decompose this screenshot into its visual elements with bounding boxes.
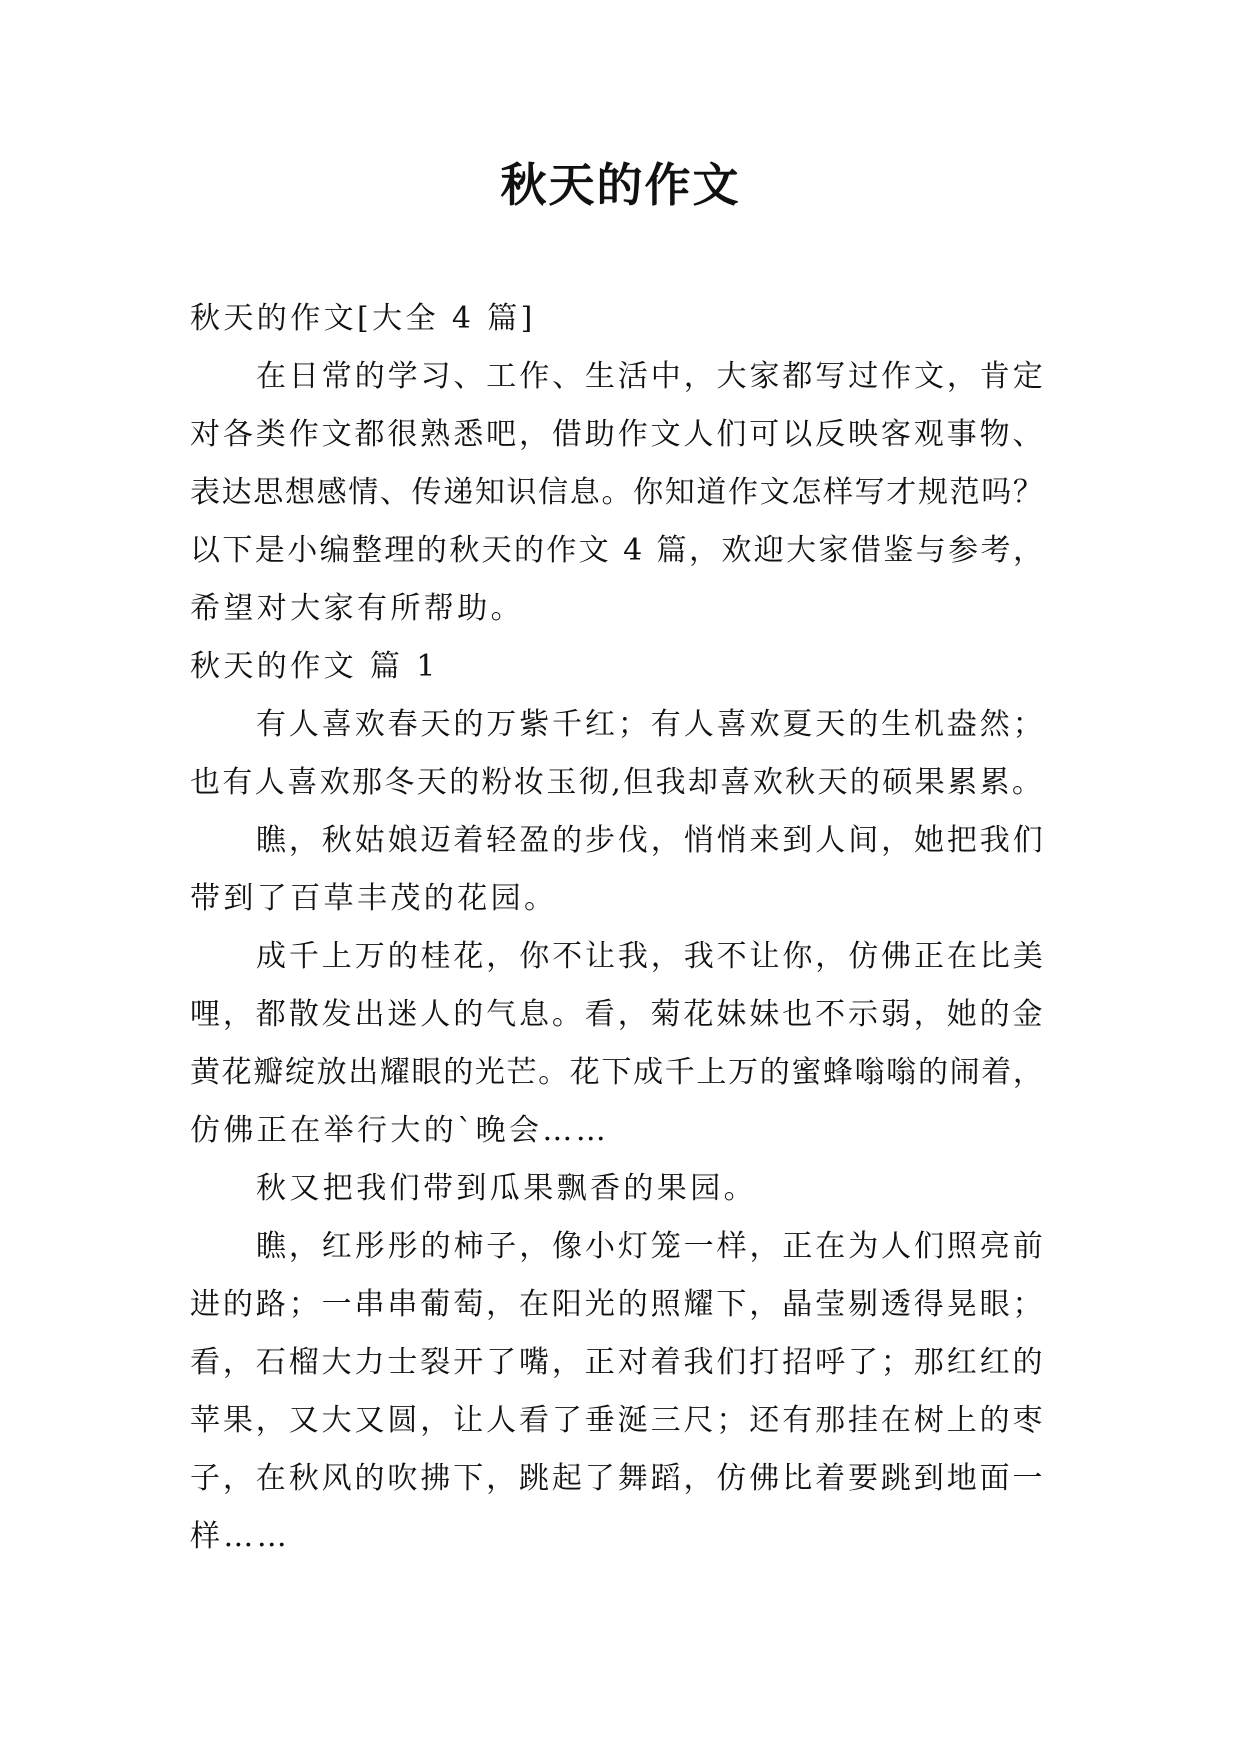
paragraph-line: 带到了百草丰茂的花园。 bbox=[190, 881, 558, 916]
section-heading: 秋天的作文 篇 1 bbox=[190, 649, 439, 684]
paragraph-line: 瞧，红彤彤的柿子，像小灯笼一样，正在为人们照亮前 bbox=[256, 1229, 1046, 1264]
paragraph-line: 进的路；一串串葡萄，在阳光的照耀下，晶莹剔透得晃眼； bbox=[190, 1287, 1046, 1322]
paragraph-line: 子，在秋风的吹拂下，跳起了舞蹈，仿佛比着要跳到地面一 bbox=[190, 1461, 1046, 1496]
paragraph-line: 有人喜欢春天的万紫千红；有人喜欢夏天的生机盎然； bbox=[256, 707, 1046, 742]
document-title: 秋天的作文 bbox=[500, 158, 741, 212]
paragraph-line: 秋又把我们带到瓜果飘香的果园。 bbox=[256, 1171, 757, 1206]
paragraph-line: 样…… bbox=[190, 1519, 291, 1554]
paragraph-line: 仿佛正在举行大的`晚会…… bbox=[190, 1113, 610, 1148]
paragraph-line: 黄花瓣绽放出耀眼的光芒。花下成千上万的蜜蜂嗡嗡的闹着， bbox=[190, 1055, 1045, 1090]
paragraph-line: 希望对大家有所帮助。 bbox=[190, 591, 524, 626]
paragraph-line: 看，石榴大力士裂开了嘴，正对着我们打招呼了；那红红的 bbox=[190, 1345, 1046, 1380]
paragraph-line: 苹果，又大又圆，让人看了垂涎三尺；还有那挂在树上的枣 bbox=[190, 1403, 1046, 1438]
paragraph-line: 哩，都散发出迷人的气息。看，菊花妹妹也不示弱，她的金 bbox=[190, 997, 1046, 1032]
paragraph-line: 在日常的学习、工作、生活中，大家都写过作文，肯定 bbox=[256, 359, 1046, 394]
document-body bbox=[190, 290, 1050, 1566]
paragraph-line: 成千上万的桂花，你不让我，我不让你，仿佛正在比美 bbox=[256, 939, 1046, 974]
paragraph-line: 瞧，秋姑娘迈着轻盈的步伐，悄悄来到人间，她把我们 bbox=[256, 823, 1046, 858]
paragraph-line: 也有人喜欢那冬天的粉妆玉彻,但我却喜欢秋天的硕果累累。 bbox=[190, 765, 1045, 800]
paragraph-line: 以下是小编整理的秋天的作文 4 篇，欢迎大家借鉴与参考， bbox=[190, 533, 1046, 568]
paragraph-line: 对各类作文都很熟悉吧，借助作文人们可以反映客观事物、 bbox=[190, 417, 1046, 452]
paragraph-line: 表达思想感情、传递知识信息。你知道作文怎样写才规范吗？ bbox=[190, 475, 1045, 510]
heading-line: 秋天的作文[大全 4 篇] bbox=[190, 301, 536, 336]
